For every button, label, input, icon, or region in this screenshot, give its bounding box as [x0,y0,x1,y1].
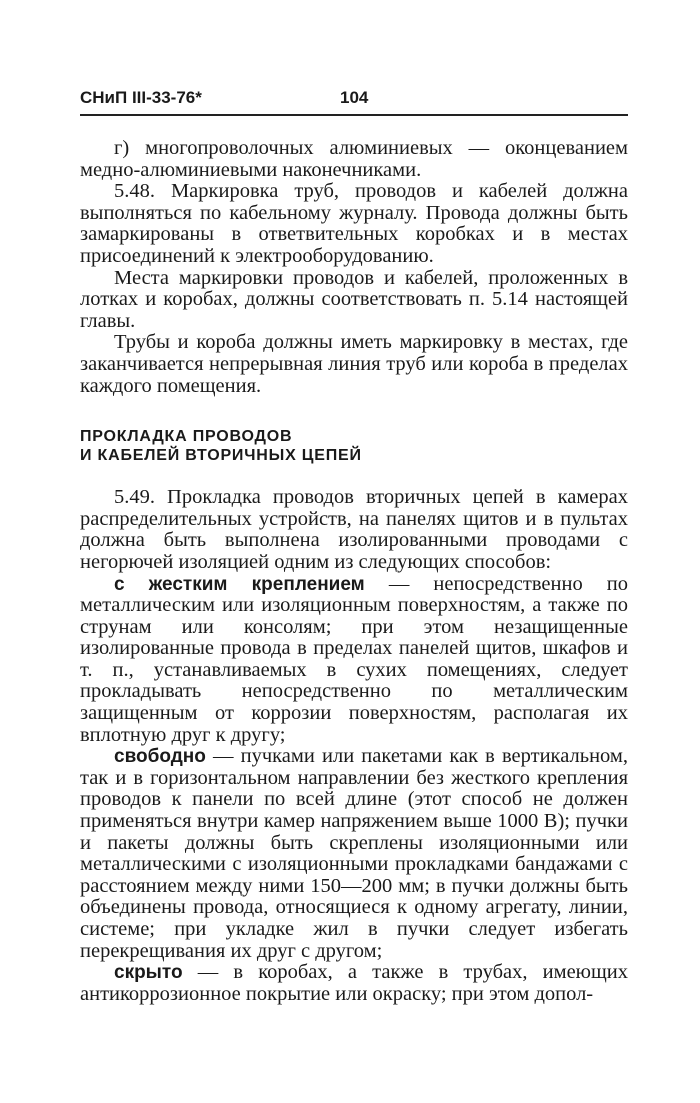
method-free [80,746,628,962]
document-code: СНиП III-33-76* [80,88,202,107]
paragraph-5-48: 5.48. Маркировка труб, проводов и кабелей должна выполняться по кабельному журналу. Провода должны быть замаркированы в ответвительных коробках и в местах присоединений к электрооборудованию. [80,180,628,267]
paragraph-pipes-marking: Трубы и короба должны иметь маркировку в местах, где заканчивается непрерывная линия труб или короба в пределах каждого помещения. [80,331,628,397]
method-rigid-text: — непосредственно по металлическим или изоляционным поверхностям, а также по струнам или консолям; при этом незащищенные изолированные провода в пределах панелей щитов, шкафов и т. п., устанавливаемых в сухих помещениях, следует прокладывать непосредственно по металлическим защищенным от коррозии поверхностям, располагая их вплотную друг к другу; [80,572,628,746]
page-header [80,82,628,110]
body-text [80,138,628,1005]
page-number: 104 [340,88,369,107]
section-heading-line-2: И КАБЕЛЕЙ ВТОРИЧНЫХ ЦЕПЕЙ [80,447,362,465]
method-free-text: — пучками или пакетами как в вертикальном, так и в горизонтальном направлении без жесткого крепления проводов к панели по всей длине (этот способ не должен применяться внутри камер напряжением выше 1000 В); пучки и пакеты должны быть скреплены изоляционными или металлическими с изоляционными прокладками бандажами с расстоянием между ними 150—200 мм; в пучки должны быть объединены провода, относящиеся к одному агрегату, линии, системе; при укладке жил в пучки следует избегать перекрещивания их друг с другом; [80,745,628,962]
method-rigid-term: с жестким креплением [114,573,365,595]
method-hidden-text: — в коробах, а также в трубах, имеющих антикоррозионное покрытие или окраску; при этом допол- [80,961,628,1005]
paragraph-marking-places: Места маркировки проводов и кабелей, проложенных в лотках и коробах, должны соответствовать п. 5.14 настоящей главы. [80,266,628,332]
paragraph-5-49: 5.49. Прокладка проводов вторичных цепей в камерах распределительных устройств, на панелях щитов и в пультах должна быть выполнена изолированными проводами с негорючей изоляцией одним из следующих способов: [80,486,628,573]
document-page [80,82,628,1005]
section-heading [80,427,628,465]
method-rigid [80,574,628,747]
paragraph-item-g: г) многопроволочных алюминиевых — оконцеванием медно-алюминиевыми наконечниками. [80,137,628,181]
method-free-term: свободно [114,746,206,768]
method-hidden [80,962,628,1005]
method-hidden-term: скрыто [114,962,183,984]
section-heading-line-1: ПРОКЛАДКА ПРОВОДОВ [80,428,293,446]
header-divider [80,114,628,116]
